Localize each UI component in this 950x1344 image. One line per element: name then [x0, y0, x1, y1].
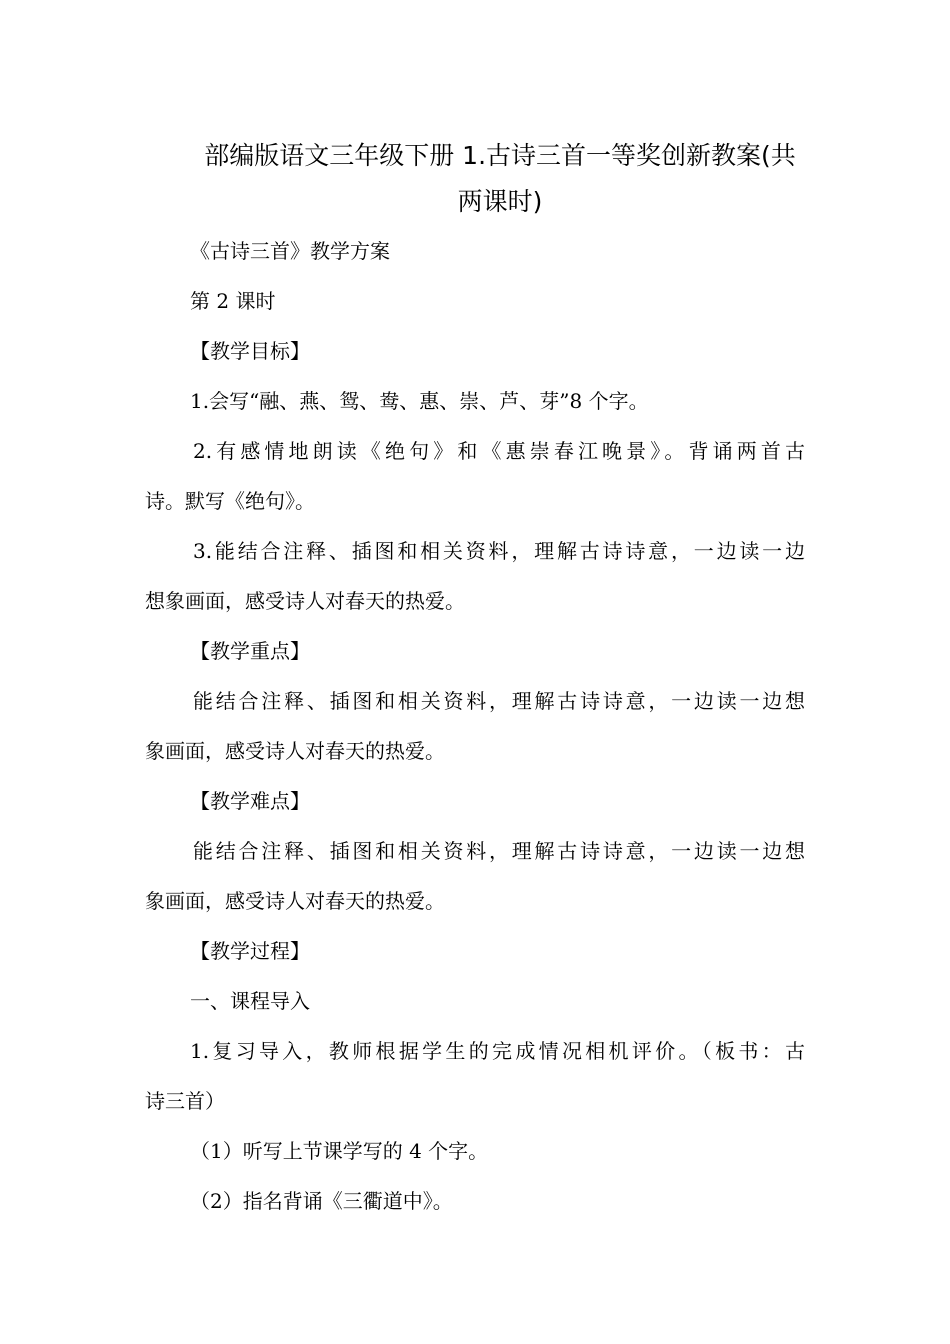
step-1-line-1: 1.复习导入，教师根据学生的完成情况相机评价。（板书：古	[190, 1039, 805, 1063]
key-point-line-1: 能结合注释、插图和相关资料，理解古诗诗意，一边读一边想	[193, 689, 805, 713]
document-title-line-1: 部编版语文三年级下册 1.古诗三首一等奖创新教案(共	[204, 141, 796, 170]
plan-heading: 《古诗三首》教学方案	[190, 239, 390, 263]
section-heading-process: 【教学过程】	[190, 939, 310, 963]
section-heading-key-points: 【教学重点】	[190, 639, 310, 663]
document-title-line-2: 两课时)	[457, 187, 543, 216]
substep-2: （2）指名背诵《三衢道中》。	[190, 1189, 453, 1213]
objective-2-line-1: 2.有感情地朗读《绝句》和《惠崇春江晚景》。背诵两首古	[193, 439, 805, 463]
objective-3-line-1: 3.能结合注释、插图和相关资料，理解古诗诗意，一边读一边	[193, 539, 805, 563]
difficulty-line-1: 能结合注释、插图和相关资料，理解古诗诗意，一边读一边想	[193, 839, 805, 863]
key-point-line-2: 象画面，感受诗人对春天的热爱。	[145, 739, 445, 763]
objective-3-line-2: 想象画面，感受诗人对春天的热爱。	[145, 589, 465, 613]
step-heading-intro: 一、课程导入	[190, 989, 310, 1013]
step-1-line-2: 诗三首）	[145, 1089, 225, 1113]
difficulty-line-2: 象画面，感受诗人对春天的热爱。	[145, 889, 445, 913]
substep-1: （1）听写上节课学写的 4 个字。	[190, 1139, 489, 1163]
section-heading-objectives: 【教学目标】	[190, 339, 310, 363]
objective-2-line-2: 诗。默写《绝句》。	[145, 489, 315, 513]
lesson-number: 第 2 课时	[190, 289, 276, 313]
objective-1: 1.会写“融、燕、鸳、鸯、惠、崇、芦、芽”8 个字。	[190, 389, 649, 413]
section-heading-difficulties: 【教学难点】	[190, 789, 310, 813]
